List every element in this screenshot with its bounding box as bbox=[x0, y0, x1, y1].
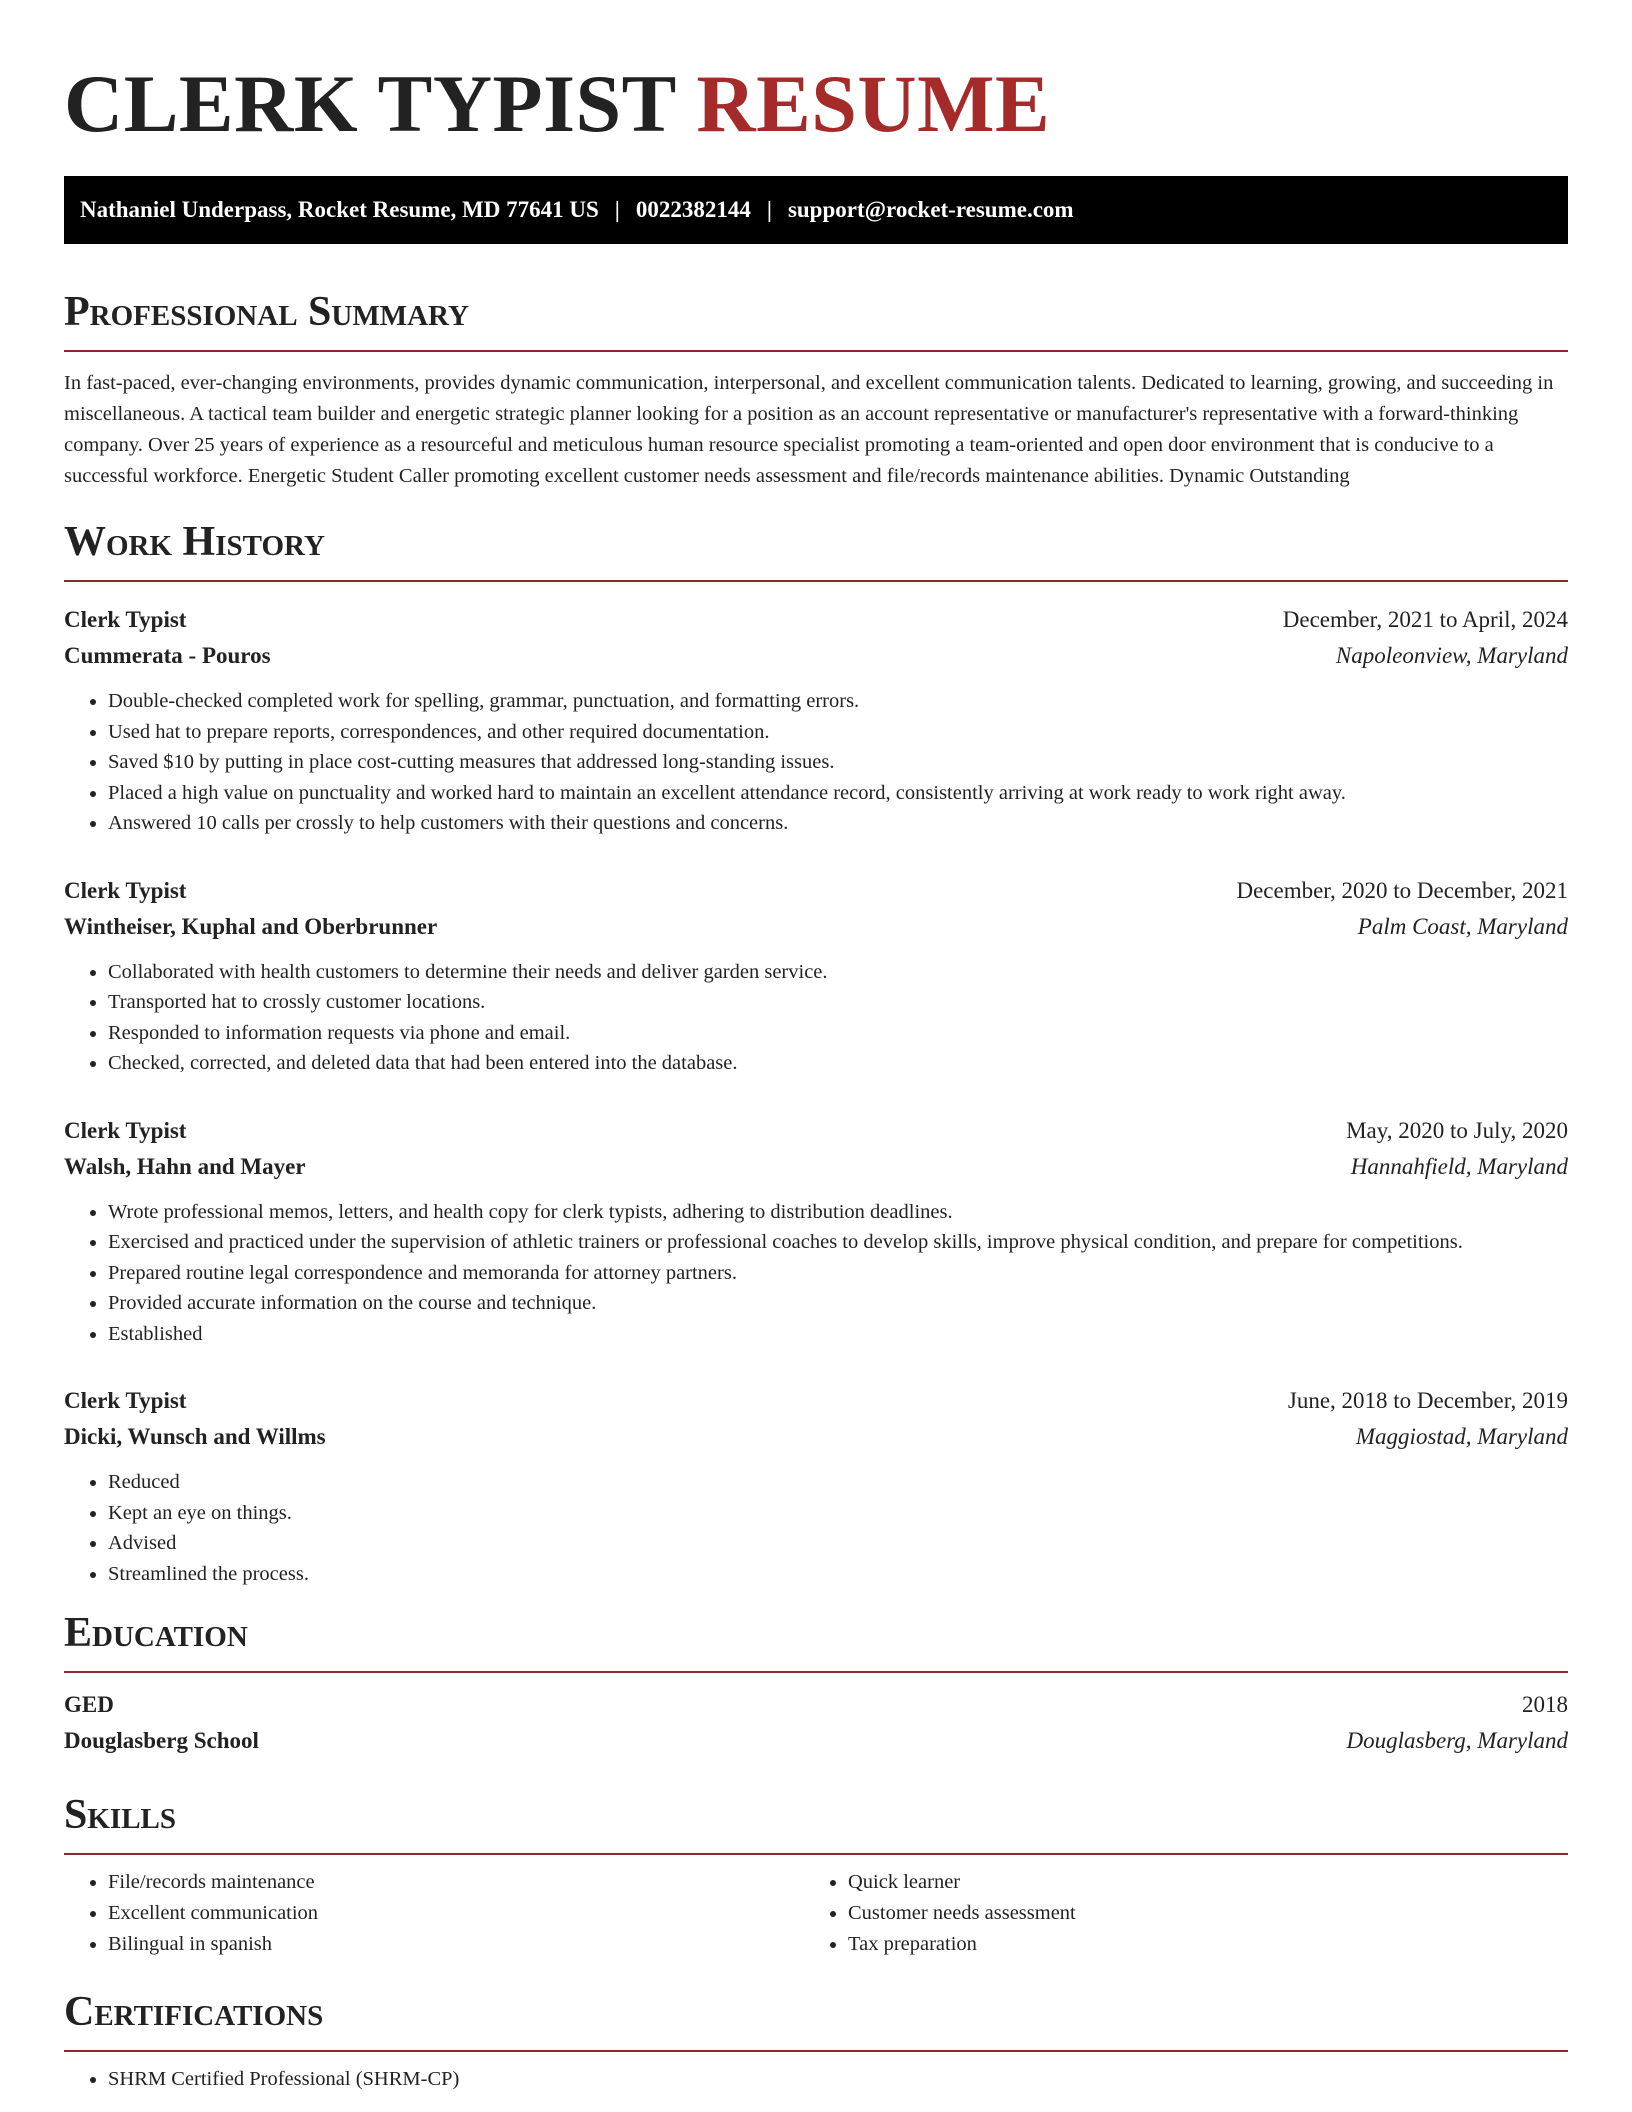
education-year: 2018 bbox=[1522, 1692, 1568, 1717]
job-bullet-item: • Reduced bbox=[108, 1467, 1568, 1498]
job-company: Walsh, Hahn and Mayer bbox=[64, 1153, 306, 1179]
job-company-row bbox=[64, 1149, 1568, 1185]
section-heading-summary: Professional Summary bbox=[64, 288, 1568, 352]
job-entry bbox=[64, 873, 1568, 1079]
job-bullet-item: • Wrote professional memos, letters, and health copy for clerk typists, adhering to distribution deadlines. bbox=[108, 1197, 1568, 1228]
skill-item: • Quick learner bbox=[848, 1867, 1544, 1898]
education-row bbox=[64, 1687, 1568, 1723]
job-company: Wintheiser, Kuphal and Oberbrunner bbox=[64, 913, 438, 939]
contact-email[interactable]: support@rocket-resume.com bbox=[787, 197, 1074, 222]
job-entry bbox=[64, 1383, 1568, 1589]
work-history-section bbox=[64, 518, 1568, 1589]
title-main: CLERK TYPIST bbox=[64, 58, 676, 149]
resume-page bbox=[64, 0, 1568, 2095]
section-heading-skills: Skills bbox=[64, 1791, 1568, 1855]
job-company: Cummerata - Pouros bbox=[64, 643, 271, 668]
contact-separator: | bbox=[614, 197, 620, 222]
job-location: Hannahfield, Maryland bbox=[1350, 1153, 1568, 1179]
skill-item: • Bilingual in spanish bbox=[108, 1929, 804, 1960]
job-dates: May, 2020 to July, 2020 bbox=[1346, 1117, 1568, 1143]
summary-text: In fast-paced, ever-changing environments, provides dynamic communication, interpersonal, and excellent communication talents. Dedicated to learning, growing, and succeeding in miscellaneous. A tactical team builder and energetic strategic planner looking for a position as an account representative or manufacturer's representative with a forward-thinking company. Over 25 years of experience as a resourceful and meticulous human resource specialist promoting a team-oriented and open door environment that is conducive to a successful workforce. Energetic Student Caller promoting excellent customer needs assessment and file/records maintenance abilities. Dynamic Outstanding bbox=[64, 372, 1554, 487]
job-title: Clerk Typist bbox=[64, 1388, 187, 1413]
job-bullet-item: • Answered 10 calls per crossly to help customers with their questions and concerns. bbox=[108, 808, 1568, 839]
job-bullets bbox=[64, 957, 1568, 1079]
education-entry bbox=[64, 1687, 1568, 1759]
skills-grid bbox=[64, 1867, 1568, 1960]
job-bullets bbox=[64, 1467, 1568, 1589]
job-bullet-item: • Established bbox=[108, 1319, 1568, 1350]
education-row bbox=[64, 1723, 1568, 1759]
job-bullet-item: • Streamlined the process. bbox=[108, 1559, 1568, 1590]
job-bullet-item: • Used hat to prepare reports, correspondences, and other required documentation. bbox=[108, 717, 1568, 748]
job-bullet-item: • Exercised and practiced under the supervision of athletic trainers or professional coaches to develop skills, improve physical condition, and prepare for competitions. bbox=[108, 1227, 1568, 1258]
job-title-row bbox=[64, 1113, 1568, 1149]
job-company-row bbox=[64, 638, 1568, 674]
section-heading-work-history: Work History bbox=[64, 518, 1568, 582]
job-bullet-item: • Kept an eye on things. bbox=[108, 1498, 1568, 1529]
skill-item: • Customer needs assessment bbox=[848, 1898, 1544, 1929]
job-title-row bbox=[64, 873, 1568, 909]
contact-separator: | bbox=[766, 197, 772, 222]
job-bullet-item: • Saved $10 by putting in place cost-cutting measures that addressed long-standing issues. bbox=[108, 747, 1568, 778]
title-accent: RESUME bbox=[696, 58, 1051, 149]
job-bullet-item: • Placed a high value on punctuality and worked hard to maintain an excellent attendance record, consistently arriving at work ready to work right away. bbox=[108, 778, 1568, 809]
job-company: Dicki, Wunsch and Willms bbox=[64, 1424, 326, 1449]
job-bullet-item: • Double-checked completed work for spelling, grammar, punctuation, and formatting errors. bbox=[108, 686, 1568, 717]
contact-address: Nathaniel Underpass, Rocket Resume, MD 77641 US bbox=[80, 197, 599, 222]
job-bullets bbox=[64, 1197, 1568, 1350]
contact-bar bbox=[64, 176, 1568, 244]
job-location: Maggiostad, Maryland bbox=[1355, 1424, 1568, 1449]
job-dates: June, 2018 to December, 2019 bbox=[1287, 1388, 1568, 1413]
skill-item: • File/records maintenance bbox=[108, 1867, 804, 1898]
job-bullet-item: • Responded to information requests via phone and email. bbox=[108, 1018, 1568, 1049]
job-company-row bbox=[64, 1419, 1568, 1455]
job-bullet-item: • Prepared routine legal correspondence and memoranda for attorney partners. bbox=[108, 1258, 1568, 1289]
skills-list-right bbox=[804, 1867, 1544, 1960]
education-section bbox=[64, 1609, 1568, 1759]
education-degree: GED bbox=[64, 1692, 114, 1717]
job-entry bbox=[64, 1113, 1568, 1350]
job-bullet-item: • Transported hat to crossly customer locations. bbox=[108, 987, 1568, 1018]
skill-item: • Tax preparation bbox=[848, 1929, 1544, 1960]
job-dates: December, 2021 to April, 2024 bbox=[1282, 607, 1568, 632]
education-school: Douglasberg School bbox=[64, 1728, 259, 1753]
skill-item: • Excellent communication bbox=[108, 1898, 804, 1929]
skills-list-left bbox=[64, 1867, 804, 1960]
certification-item: • SHRM Certified Professional (SHRM-CP) bbox=[108, 2064, 1568, 2095]
skills-section bbox=[64, 1791, 1568, 1960]
job-bullet-item: • Provided accurate information on the course and technique. bbox=[108, 1288, 1568, 1319]
job-location: Palm Coast, Maryland bbox=[1357, 913, 1568, 939]
job-bullet-item: • Checked, corrected, and deleted data that had been entered into the database. bbox=[108, 1048, 1568, 1079]
education-location: Douglasberg, Maryland bbox=[1346, 1728, 1568, 1753]
job-title: Clerk Typist bbox=[64, 877, 187, 903]
section-heading-certifications: Certifications bbox=[64, 1988, 1568, 2052]
certifications-list bbox=[64, 2064, 1568, 2095]
job-entry bbox=[64, 602, 1568, 839]
job-dates: December, 2020 to December, 2021 bbox=[1236, 877, 1568, 903]
job-location: Napoleonview, Maryland bbox=[1335, 643, 1568, 668]
job-title-row bbox=[64, 1383, 1568, 1419]
job-bullet-item: • Collaborated with health customers to determine their needs and deliver garden service. bbox=[108, 957, 1568, 988]
job-title: Clerk Typist bbox=[64, 607, 187, 632]
section-heading-education: Education bbox=[64, 1609, 1568, 1673]
resume-title bbox=[64, 0, 1568, 152]
job-title-row bbox=[64, 602, 1568, 638]
certifications-section bbox=[64, 1988, 1568, 2095]
job-bullet-item: • Advised bbox=[108, 1528, 1568, 1559]
job-company-row bbox=[64, 909, 1568, 945]
job-list bbox=[64, 602, 1568, 1589]
job-title: Clerk Typist bbox=[64, 1117, 187, 1143]
contact-phone[interactable]: 0022382144 bbox=[635, 197, 751, 222]
job-bullets bbox=[64, 686, 1568, 839]
summary-section bbox=[64, 288, 1568, 492]
